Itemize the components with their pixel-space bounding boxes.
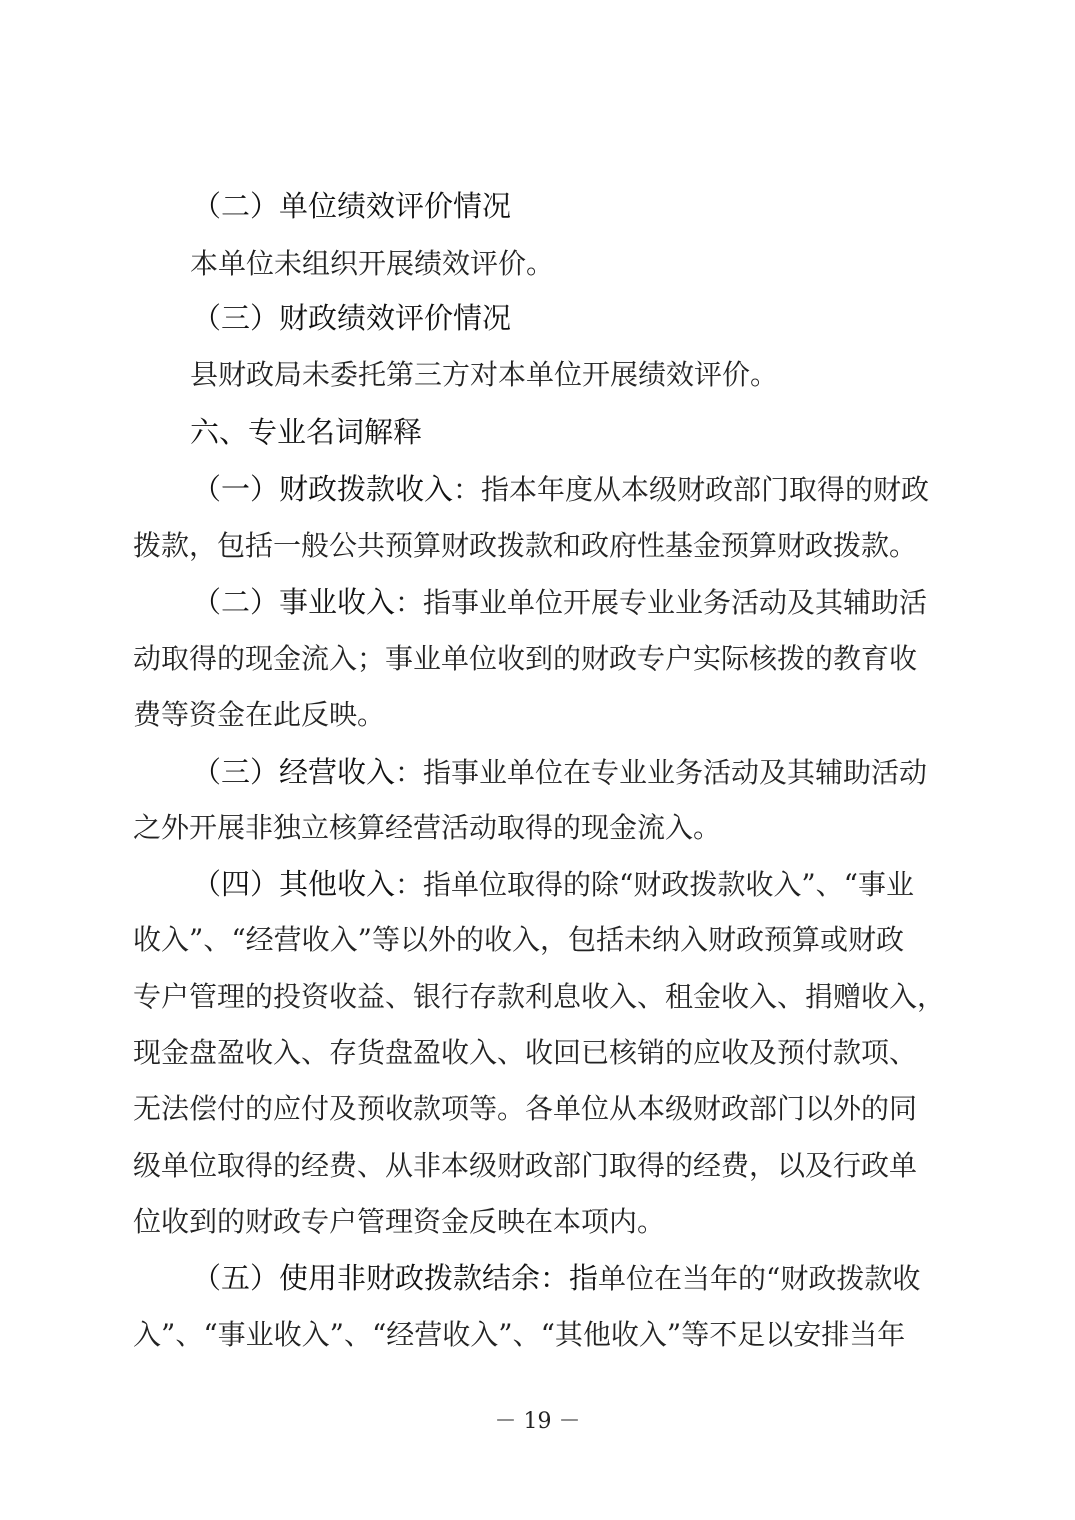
term-paragraph-line: 位收到的财政专户管理资金反映在本项内。 — [133, 1205, 666, 1238]
term-label: （一）财政拨款收入 — [192, 472, 454, 506]
term-paragraph-line: 收入”、“经营收入”等以外的收入，包括未纳入财政预算或财政 — [133, 923, 904, 956]
fiscal-evaluation-text: 县财政局未委托第三方对本单位开展绩效评价。 — [190, 358, 779, 391]
term-paragraph-line: 费等资金在此反映。 — [133, 698, 386, 731]
term-paragraph-line — [192, 752, 927, 793]
term-paragraph-line: 拨款，包括一般公共预算财政拨款和政府性基金预算财政拨款。 — [133, 529, 918, 562]
term-text: ：指事业单位开展专业业务活动及其辅助活 — [395, 586, 928, 619]
term-text: ：指单位取得的除“财政拨款收入”、“事业 — [395, 868, 914, 901]
term-label: （五）使用非财政拨款结余：指 — [192, 1261, 599, 1295]
term-paragraph-line: 之外开展非独立核算经营活动取得的现金流入。 — [133, 811, 722, 844]
term-text: 单位在当年的“财政拨款收 — [598, 1262, 921, 1295]
term-paragraph-line: 动取得的现金流入；事业单位收到的财政专户实际核拨的教育收 — [133, 642, 918, 675]
term-paragraph-line: 级单位取得的经费、从非本级财政部门取得的经费，以及行政单 — [133, 1149, 918, 1182]
unit-evaluation-text: 本单位未组织开展绩效评价。 — [190, 247, 555, 280]
term-label: （二）事业收入 — [192, 585, 396, 619]
term-label: （三）经营收入 — [192, 755, 396, 789]
term-paragraph-line — [192, 864, 914, 905]
term-paragraph-line — [192, 469, 929, 510]
term-paragraph-line — [192, 1258, 920, 1299]
fiscal-evaluation-heading: （三）财政绩效评价情况 — [192, 301, 512, 335]
term-label: （四）其他收入 — [192, 867, 396, 901]
term-paragraph-line: 现金盘盈收入、存货盘盈收入、收回已核销的应收及预付款项、 — [133, 1036, 918, 1069]
term-paragraph-line: 无法偿付的应付及预收款项等。各单位从本级财政部门以外的同 — [133, 1092, 918, 1125]
term-paragraph-line — [192, 582, 927, 623]
glossary-heading: 六、专业名词解释 — [190, 415, 423, 449]
term-paragraph-line: 专户管理的投资收益、银行存款利息收入、租金收入、捐赠收入， — [133, 980, 946, 1013]
page-number: － 19 － — [494, 1409, 581, 1434]
term-text: ：指事业单位在专业业务活动及其辅助活动 — [395, 756, 928, 789]
term-text: ：指本年度从本级财政部门取得的财政 — [453, 473, 930, 506]
term-paragraph-line: 入”、“事业收入”、“经营收入”、“其他收入”等不足以安排当年 — [133, 1318, 906, 1351]
unit-evaluation-heading: （二）单位绩效评价情况 — [192, 189, 512, 223]
